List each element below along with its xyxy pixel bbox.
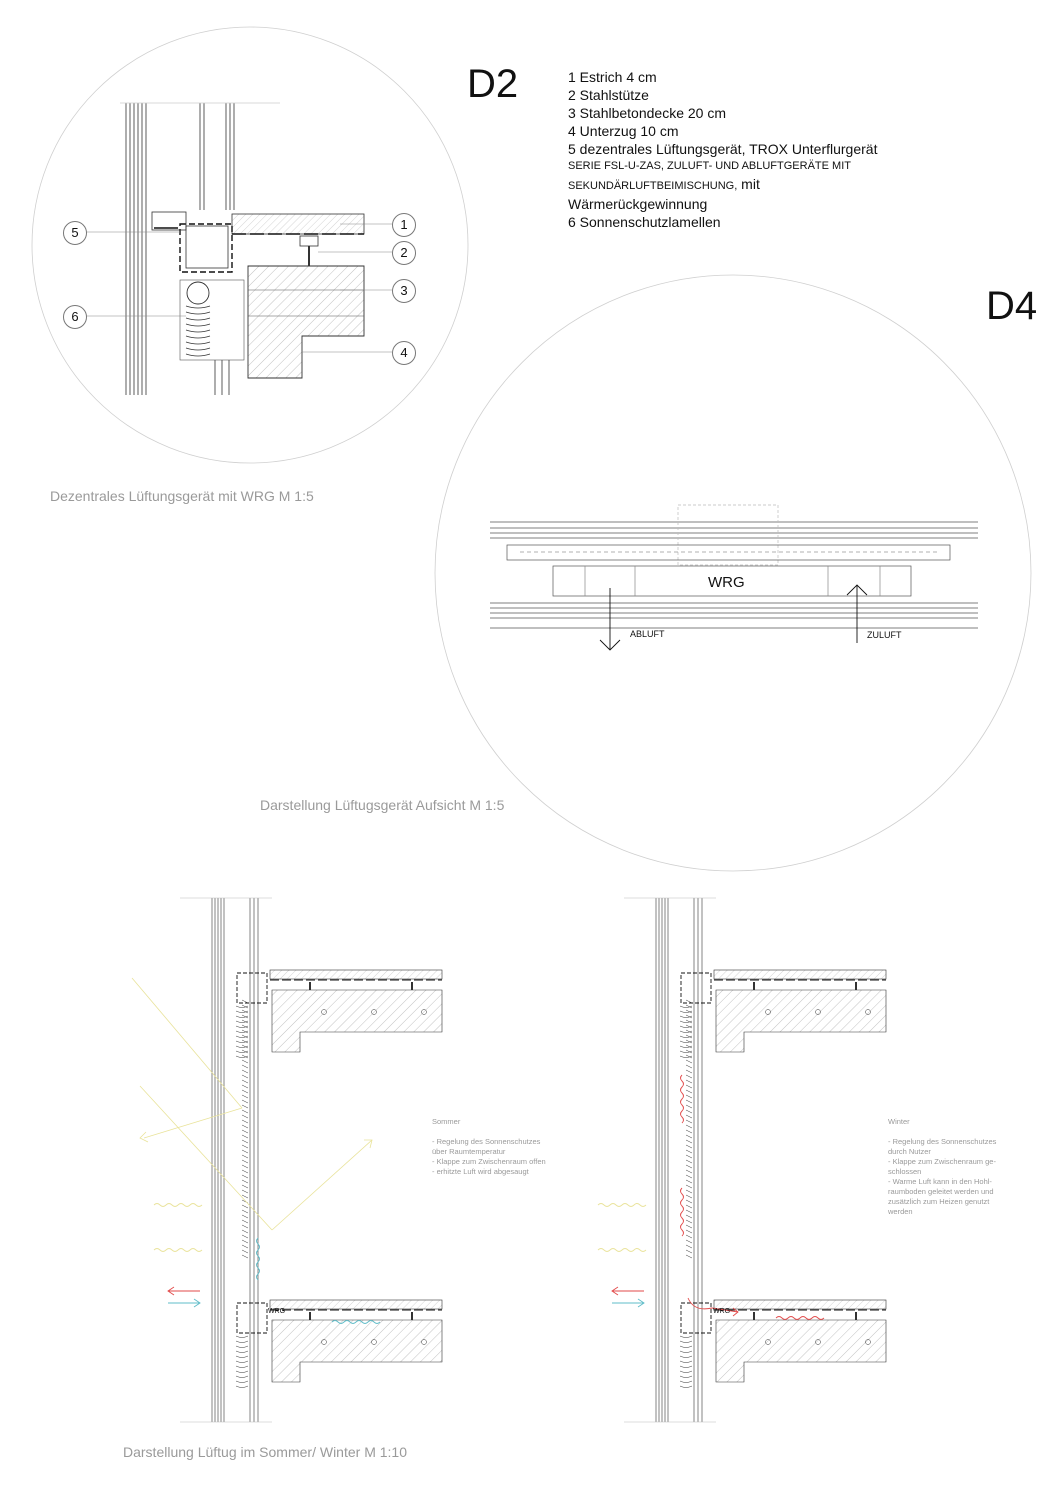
summer-note	[432, 1117, 572, 1177]
summer-title: Sommer	[432, 1117, 461, 1126]
d2-title: D2	[467, 62, 519, 106]
legend-item-1: 1 Estrich 4 cm	[568, 69, 657, 85]
winter-line-4: schlossen	[888, 1167, 922, 1176]
legend-item-5: 5 dezentrales Lüftungsgerät, TROX Unterflurgerät	[568, 141, 878, 157]
summer-line-2: über Raumtemperatur	[432, 1147, 506, 1156]
summer-line-3: - Klappe zum Zwischenraum offen	[432, 1157, 546, 1166]
legend-item-5-detail-2-suffix: mit	[737, 176, 760, 192]
summer-wrg-label: WRG	[268, 1308, 286, 1315]
callout-4: 4	[392, 341, 416, 365]
d4-detail	[435, 275, 1031, 871]
winter-line-7: zusätzlich zum Heizen genutzt	[888, 1197, 990, 1206]
d4-caption: Darstellung Lüftugsgerät Aufsicht M 1:5	[260, 797, 505, 813]
d2-caption: Dezentrales Lüftungsgerät mit WRG M 1:5	[50, 488, 314, 504]
winter-section	[598, 898, 886, 1422]
callout-2: 2	[392, 241, 416, 265]
legend-item-5-detail-3: Wärmerückgewinnung	[568, 196, 708, 212]
d2-legend	[568, 68, 877, 231]
winter-line-8: werden	[888, 1207, 913, 1216]
winter-line-3: - Klappe zum Zwischenraum ge-	[888, 1157, 996, 1166]
d4-zuluft-label: ZULUFT	[867, 630, 902, 640]
winter-wrg-label: WRG	[713, 1308, 731, 1315]
callout-3: 3	[392, 279, 416, 303]
winter-spacer	[888, 1127, 1028, 1137]
legend-item-4: 4 Unterzug 10 cm	[568, 123, 679, 139]
legend-item-5-detail-1: SERIE FSL-U-ZAS, ZULUFT- UND ABLUFTGERÄTE MIT	[568, 160, 851, 172]
d4-title: D4	[986, 284, 1038, 328]
legend-item-5-detail-2	[568, 175, 877, 195]
winter-line-2: durch Nutzer	[888, 1147, 931, 1156]
callout-5: 5	[63, 221, 87, 245]
summer-spacer	[432, 1127, 572, 1137]
legend-item-5-detail-2-prefix: SEKUNDÄRLUFTBEIMISCHUNG,	[568, 180, 738, 192]
summer-section	[132, 898, 442, 1422]
legend-item-2: 2 Stahlstütze	[568, 87, 649, 103]
d4-circle	[435, 275, 1031, 871]
legend-item-6: 6 Sonnenschutzlamellen	[568, 214, 721, 230]
callout-6: 6	[63, 305, 87, 329]
winter-title: Winter	[888, 1117, 910, 1126]
callout-1: 1	[392, 213, 416, 237]
sections-caption: Darstellung Lüftug im Sommer/ Winter M 1:10	[123, 1444, 407, 1460]
winter-line-5: - Warme Luft kann in den Hohl-	[888, 1177, 992, 1186]
winter-note	[888, 1117, 1028, 1217]
d4-abluft-label: ABLUFT	[630, 629, 665, 639]
d2-lamellas	[186, 306, 210, 356]
summer-line-1: - Regelung des Sonnenschutzes	[432, 1137, 541, 1146]
legend-item-3: 3 Stahlbetondecke 20 cm	[568, 105, 726, 121]
d4-arrows	[600, 585, 867, 650]
d4-wrg-label: WRG	[708, 574, 745, 591]
summer-line-4: - erhitzte Luft wird abgesaugt	[432, 1167, 529, 1176]
winter-line-1: - Regelung des Sonnenschutzes	[888, 1137, 997, 1146]
winter-line-6: raumboden geleitet werden und	[888, 1187, 994, 1196]
